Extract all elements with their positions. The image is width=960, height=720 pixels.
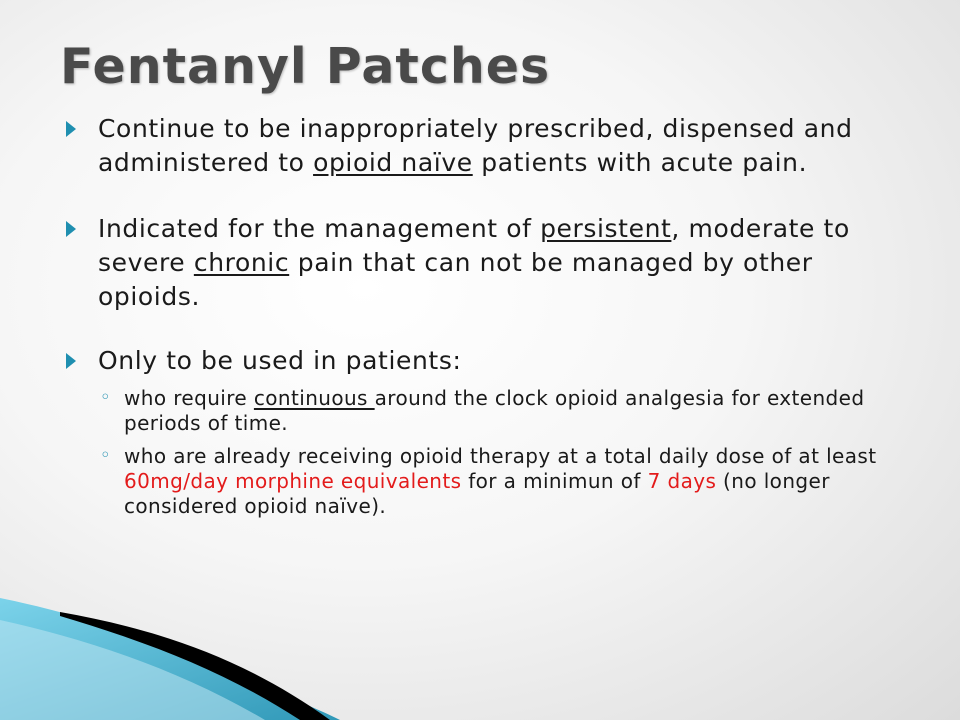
- sub-bullet-1: [60, 386, 910, 436]
- bullet-text: Indicated for the management of: [98, 214, 541, 243]
- bullet-text: patients with acute pain.: [472, 148, 808, 177]
- bullet-1: [60, 112, 910, 180]
- emphasis-text: 7 days: [647, 469, 717, 493]
- underlined-text: chronic: [193, 248, 290, 277]
- sub-bullet-text: (no longer considered opioid naïve).: [124, 469, 830, 518]
- triangle-bullet-icon: [66, 221, 76, 237]
- teal-swoosh: [0, 598, 340, 720]
- black-swoosh: [60, 612, 330, 720]
- bullet-text: , moderate to severe: [98, 214, 850, 277]
- triangle-bullet-icon: [66, 353, 76, 369]
- sub-bullet-text: for a minimun of: [461, 469, 648, 493]
- slide-title: Fentanyl Patches: [60, 38, 551, 95]
- underlined-text: continuous: [253, 386, 375, 410]
- sub-bullet-text: around the clock opioid analgesia for extended periods of time.: [124, 386, 865, 435]
- emphasis-text: 60mg/day morphine equivalents: [124, 469, 462, 493]
- slide-content: [60, 112, 910, 519]
- sub-bullet-2: [60, 444, 910, 519]
- bullet-2: [60, 212, 910, 314]
- bullet-3: [60, 344, 910, 378]
- underlined-text: persistent: [540, 214, 672, 243]
- bullet-text: Continue to be inappropriately prescribed, dispensed and administered to: [98, 114, 853, 177]
- circle-bullet-icon: ◦: [100, 387, 112, 408]
- sub-bullet-text: who require: [124, 386, 254, 410]
- sub-bullet-text: who are already receiving opioid therapy at a total daily dose of at least: [124, 444, 877, 468]
- circle-bullet-icon: ◦: [100, 445, 112, 466]
- bullet-text: Only to be used in patients:: [98, 346, 462, 375]
- light-swoosh: [0, 620, 265, 720]
- triangle-bullet-icon: [66, 121, 76, 137]
- bullet-text: pain that can not be managed by other opioids.: [98, 248, 813, 311]
- underlined-text: opioid naïve: [313, 148, 473, 177]
